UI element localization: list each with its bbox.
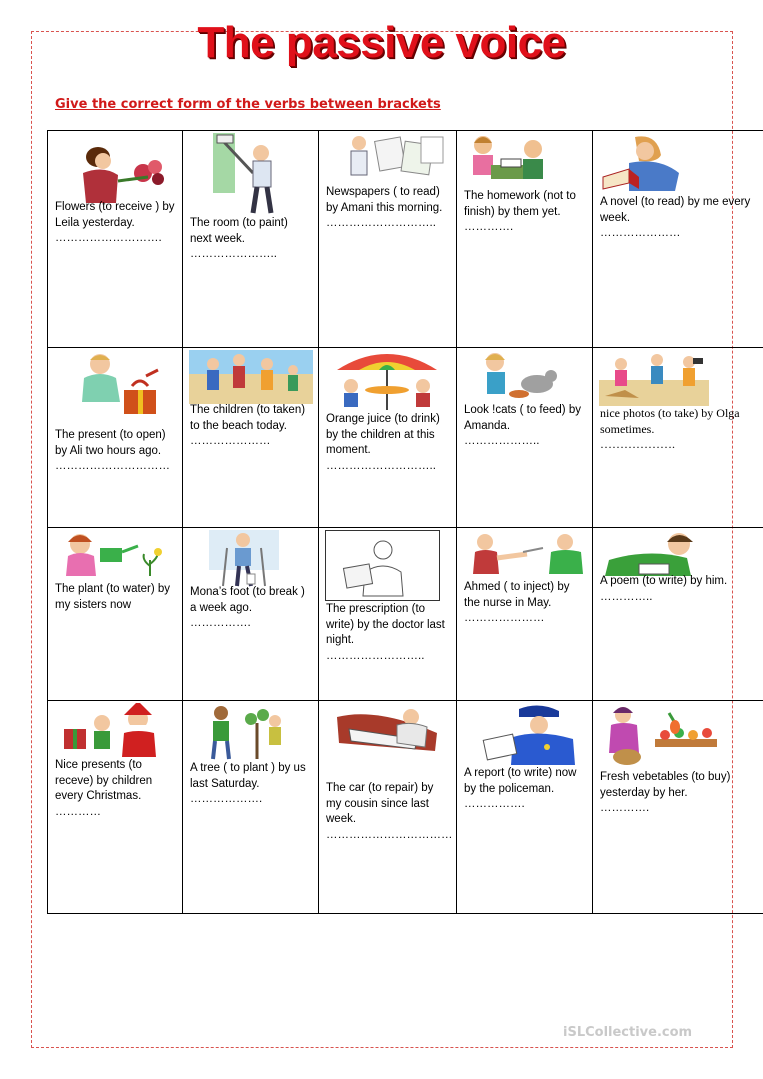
painter-with-roller-picture bbox=[213, 133, 293, 215]
girl-reading-book-picture bbox=[599, 133, 699, 193]
answer-blank[interactable]: ………………………… bbox=[55, 460, 170, 472]
exercise-cell bbox=[457, 348, 593, 528]
exercise-cell bbox=[319, 701, 457, 914]
cell-sentence: Flowers (to receive ) by Leila yesterday. bbox=[55, 201, 175, 229]
family-at-beach-picture bbox=[189, 350, 313, 404]
girl-on-crutches-picture bbox=[209, 530, 289, 588]
santa-with-presents-picture bbox=[58, 703, 170, 759]
boy-writing-poem-picture bbox=[599, 530, 709, 576]
exercise-cell bbox=[593, 528, 763, 701]
kids-on-beach-photo-picture bbox=[599, 350, 709, 406]
cell-sentence: Orange juice (to drink) by the children at this moment. bbox=[326, 413, 440, 456]
girl-watering-plant-picture bbox=[54, 530, 178, 582]
children-under-umbrella-picture bbox=[329, 350, 445, 412]
exercise-cell bbox=[319, 131, 457, 348]
doctor-writing-picture bbox=[325, 530, 441, 602]
watermark: iSLCollective.com bbox=[563, 1025, 693, 1040]
exercise-cell bbox=[319, 348, 457, 528]
exercise-cell bbox=[183, 528, 319, 701]
people-planting-tree-picture bbox=[193, 703, 293, 761]
exercise-cell bbox=[48, 131, 183, 348]
answer-blank[interactable]: …………. bbox=[464, 221, 514, 233]
exercise-cell bbox=[457, 131, 593, 348]
exercise-cell bbox=[457, 701, 593, 914]
exercise-cell bbox=[319, 528, 457, 701]
exercise-grid bbox=[47, 130, 763, 914]
exercise-cell bbox=[183, 131, 319, 348]
girl-feeding-cats-picture bbox=[465, 350, 565, 402]
answer-blank[interactable]: ………………… bbox=[600, 227, 681, 239]
exercise-cell bbox=[457, 528, 593, 701]
answer-blank[interactable]: …………………….. bbox=[326, 649, 425, 662]
cell-sentence: A poem (to write) by him. bbox=[600, 575, 728, 587]
cell-sentence: Ahmed ( to inject) by the nurse in May. bbox=[464, 581, 570, 609]
cell-sentence: nice photos (to take) by Olga sometimes. bbox=[600, 406, 740, 436]
cell-sentence: A novel (to read) by me every week. bbox=[600, 196, 751, 224]
policeman-writing-report-picture bbox=[463, 703, 589, 765]
nurse-giving-injection-picture bbox=[463, 530, 589, 578]
mechanic-repairing-car-picture bbox=[327, 703, 443, 765]
page-title: The passive voice bbox=[197, 18, 566, 67]
answer-blank[interactable]: ……………………….. bbox=[326, 217, 436, 229]
cell-sentence: Fresh vebetables (to buy) yesterday by her. bbox=[600, 771, 731, 799]
cell-sentence: A report (to write) now by the policeman. bbox=[464, 767, 577, 795]
answer-blank[interactable]: ……………….. bbox=[464, 435, 540, 447]
exercise-cell bbox=[48, 528, 183, 701]
man-reading-newspapers-picture bbox=[337, 133, 447, 181]
cell-sentence: A tree ( to plant ) by us last Saturday. bbox=[190, 762, 306, 790]
answer-blank[interactable]: ……………. bbox=[464, 798, 525, 810]
answer-blank[interactable]: ………………….. bbox=[190, 248, 277, 260]
cell-sentence: Newspapers ( to read) by Amani this morning. bbox=[326, 186, 443, 214]
cell-sentence: Nice presents (to receve) by children every Christmas. bbox=[55, 759, 153, 802]
answer-blank[interactable]: …………. bbox=[600, 802, 650, 814]
exercise-cell bbox=[48, 348, 183, 528]
exercise-cell bbox=[593, 131, 763, 348]
children-doing-homework-picture bbox=[463, 133, 563, 189]
instruction-text: Give the correct form of the verbs between brackets bbox=[55, 97, 441, 112]
cell-sentence: The homework (not to finish) by them yet. bbox=[464, 190, 576, 218]
answer-blank[interactable]: …………………………… bbox=[326, 828, 453, 841]
answer-blank[interactable]: ………………… bbox=[190, 435, 271, 447]
boy-opening-present-picture bbox=[66, 350, 166, 416]
exercise-cell bbox=[183, 701, 319, 914]
exercise-cell bbox=[593, 701, 763, 914]
cell-sentence: Look !cats ( to feed) by Amanda. bbox=[464, 404, 581, 432]
cell-sentence: The present (to open) by Ali two hours ago. bbox=[55, 429, 166, 457]
answer-blank[interactable]: ……………. bbox=[190, 617, 251, 629]
answer-blank[interactable]: ………………. bbox=[600, 437, 675, 451]
cell-sentence: The plant (to water) by my sisters now bbox=[55, 583, 171, 611]
cell-sentence: Mona’s foot (to break ) a week ago. bbox=[190, 586, 305, 614]
answer-blank[interactable]: ………… bbox=[55, 805, 101, 818]
woman-with-flowers-picture bbox=[58, 143, 178, 203]
answer-blank[interactable]: ………………… bbox=[464, 612, 545, 624]
cell-sentence: The prescription (to write) by the doctor last night. bbox=[326, 603, 445, 646]
answer-blank[interactable]: ………….. bbox=[600, 590, 653, 603]
cell-sentence: The car (to repair) by my cousin since last week. bbox=[326, 782, 434, 825]
exercise-cell bbox=[593, 348, 763, 528]
exercise-cell bbox=[183, 348, 319, 528]
answer-blank[interactable]: ………………………. bbox=[55, 232, 162, 244]
exercise-cell bbox=[48, 701, 183, 914]
woman-buying-vegetables-picture bbox=[599, 703, 721, 769]
answer-blank[interactable]: ………………. bbox=[190, 793, 263, 805]
cell-sentence: The children (to taken) to the beach today. bbox=[190, 404, 306, 432]
answer-blank[interactable]: ……………………….. bbox=[326, 459, 436, 472]
cell-sentence: The room (to paint) next week. bbox=[190, 217, 288, 245]
